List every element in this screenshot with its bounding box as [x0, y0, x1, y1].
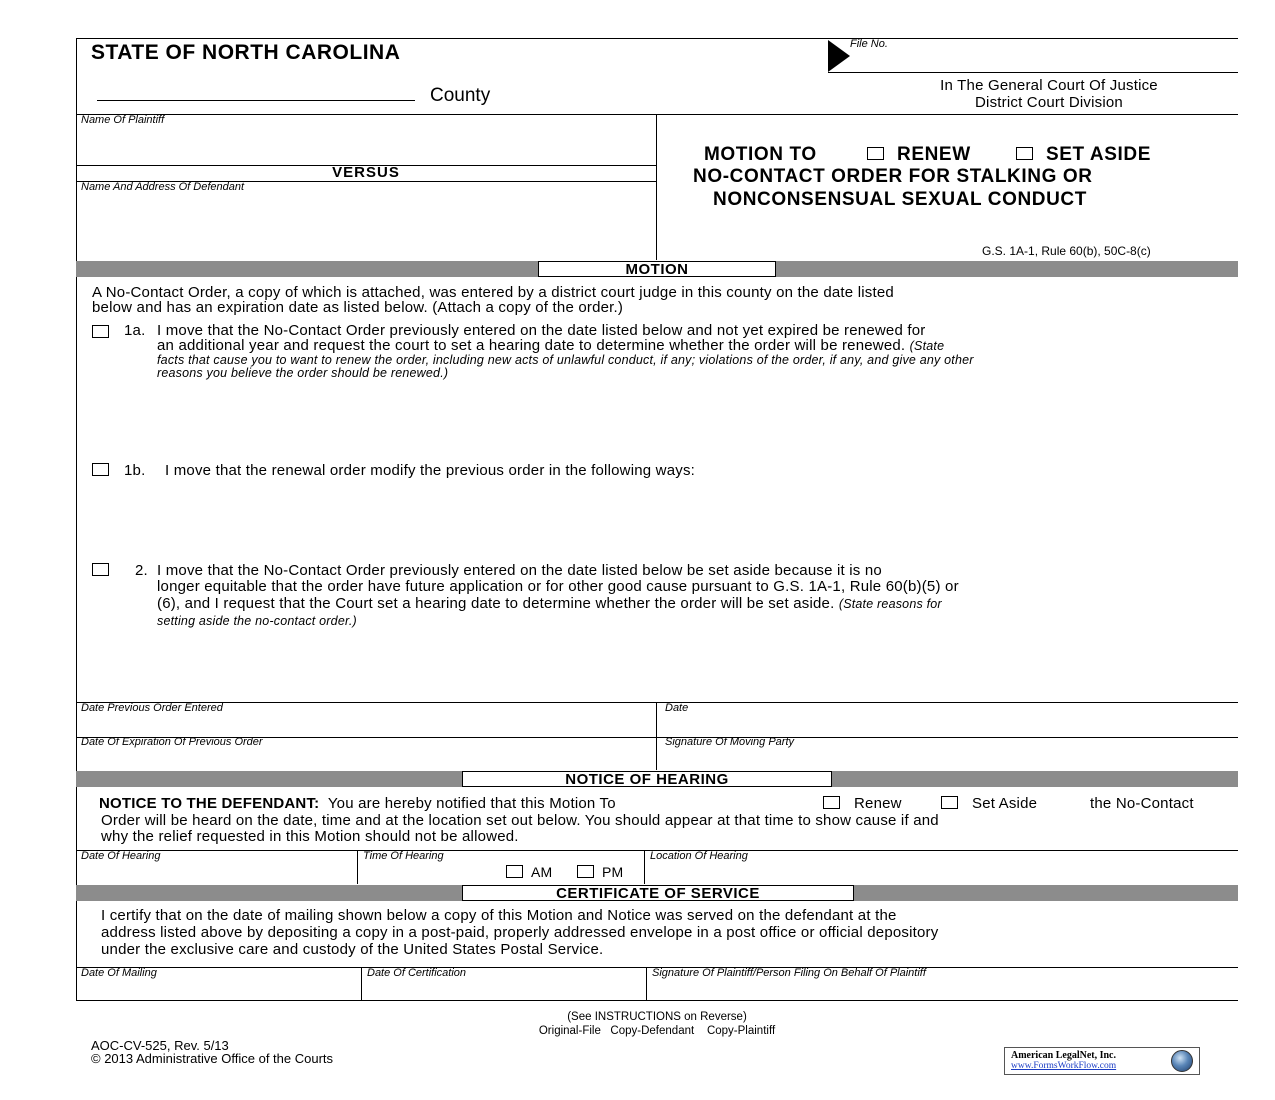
signature-moving-party-field[interactable] [658, 750, 1236, 769]
motion-fields-top-line [76, 702, 1238, 703]
court-line-1: In The General Court Of Justice [940, 77, 1158, 94]
time-of-hearing-field[interactable] [360, 864, 500, 883]
certificate-divider-2 [646, 967, 647, 1000]
notice-line-3: why the relief requested in this Motion should not be allowed. [101, 828, 519, 845]
date-of-certification-label: Date Of Certification [367, 967, 467, 979]
plaintiff-signature-label: Signature Of Plaintiff/Person Filing On Behalf Of Plaintiff [652, 967, 926, 979]
file-no-arrow-icon [828, 40, 850, 72]
notice-set-aside-checkbox[interactable] [941, 796, 958, 809]
item-2-number: 2. [135, 562, 148, 579]
date-previous-order-field[interactable] [78, 716, 654, 736]
location-of-hearing-label: Location Of Hearing [650, 850, 748, 862]
notice-set-aside-label: Set Aside [972, 795, 1038, 812]
item-2-line-2: longer equitable that the order have future application or for other good cause pursuant to G.S. 1A-1, Rule 60(b)(5) or [157, 578, 959, 595]
motion-fields-divider [656, 702, 657, 770]
defendant-label: Name And Address Of Defendant [81, 181, 245, 193]
date-label: Date [665, 702, 689, 714]
item-1a-note-3: reasons you believe the order should be renewed.) [157, 366, 449, 380]
legalnet-name: American LegalNet, Inc. [1011, 1050, 1116, 1061]
notice-section-title: NOTICE OF HEARING [462, 771, 832, 787]
item-2-response-area[interactable] [157, 634, 1227, 698]
am-checkbox[interactable] [506, 865, 523, 878]
notice-renew-checkbox[interactable] [823, 796, 840, 809]
item-1b-checkbox[interactable] [92, 463, 109, 476]
notice-lead: NOTICE TO THE DEFENDANT: [99, 795, 320, 812]
item-1a-number: 1a. [124, 322, 146, 339]
title-line-2: NO-CONTACT ORDER FOR STALKING OR [693, 166, 1093, 187]
certificate-fields-bottom-line [76, 1000, 1238, 1001]
notice-line-2: Order will be heard on the date, time and at the location set out below. You should appear at that time to show cause if and [101, 812, 939, 829]
hearing-divider-1 [357, 850, 358, 884]
county-label: County [430, 85, 491, 106]
legalnet-url: www.FormsWorkFlow.com [1011, 1061, 1117, 1071]
date-previous-order-label: Date Previous Order Entered [81, 702, 223, 714]
item-1a-line-2 [157, 337, 944, 354]
item-1b-number: 1b. [124, 462, 146, 479]
legalnet-badge[interactable] [1004, 1047, 1200, 1075]
notice-renew-label: Renew [854, 795, 902, 812]
copyright: © 2013 Administrative Office of the Courts [91, 1051, 334, 1066]
form-number: AOC-CV-525, Rev. 5/13 [91, 1038, 229, 1053]
court-line-2: District Court Division [975, 94, 1123, 111]
notice-line-1 [99, 795, 616, 812]
distribution-copies: Original-File Copy-Defendant Copy-Plaintiff [538, 1025, 776, 1037]
item-1a-note-1: (State [909, 339, 945, 353]
time-of-hearing-label: Time Of Hearing [363, 850, 444, 862]
globe-icon [1171, 1050, 1193, 1072]
motion-to-label: MOTION TO [704, 144, 817, 165]
location-of-hearing-field[interactable] [647, 864, 1236, 883]
signature-moving-party-label: Signature Of Moving Party [665, 736, 795, 748]
certificate-line-3: under the exclusive care and custody of the United States Postal Service. [101, 941, 604, 958]
pm-label: PM [602, 864, 624, 880]
plaintiff-field[interactable] [78, 128, 654, 164]
renew-checkbox[interactable] [867, 147, 884, 160]
item-2-line-3 [157, 595, 942, 612]
item-2-line-3-text: (6), and I request that the Court set a hearing date to determine whether the order will be set aside. [157, 595, 835, 612]
date-expiration-label: Date Of Expiration Of Previous Order [81, 736, 263, 748]
title-line-3: NONCONSENSUAL SEXUAL CONDUCT [713, 189, 1087, 210]
top-border [76, 38, 1238, 39]
item-2-checkbox[interactable] [92, 563, 109, 576]
date-of-hearing-field[interactable] [78, 864, 355, 883]
left-border [76, 38, 77, 1000]
file-no-label: File No. [850, 38, 888, 50]
county-input-line[interactable] [97, 100, 415, 101]
statute-reference: G.S. 1A-1, Rule 60(b), 50C-8(c) [982, 244, 1151, 258]
item-1a-checkbox[interactable] [92, 325, 109, 338]
parties-divider [656, 114, 657, 260]
date-of-mailing-label: Date Of Mailing [81, 967, 157, 979]
renew-label: RENEW [897, 144, 971, 165]
item-1a-response-area[interactable] [157, 384, 1227, 454]
set-aside-label: SET ASIDE [1046, 144, 1151, 165]
certificate-line-2: address listed above by depositing a copy in a post-paid, properly addressed envelope in a post office or official depository [101, 924, 939, 941]
item-2-note-1: (State reasons for [838, 597, 942, 611]
certificate-line-1: I certify that on the date of mailing shown below a copy of this Motion and Notice was served on the defendant at the [101, 907, 897, 924]
versus-label: VERSUS [332, 164, 400, 181]
item-1b-text: I move that the renewal order modify the previous order in the following ways: [165, 462, 696, 479]
set-aside-checkbox[interactable] [1016, 147, 1033, 160]
notice-line-1b: the No-Contact [1090, 795, 1194, 812]
instructions-note: (See INSTRUCTIONS on Reverse) [567, 1011, 747, 1023]
item-1a-line-1: I move that the No-Contact Order previously entered on the date listed below and not yet expired be renewed for [157, 322, 926, 339]
am-label: AM [531, 864, 553, 880]
motion-intro-line-2: below and has an expiration date as listed below. (Attach a copy of the order.) [92, 299, 624, 316]
date-of-certification-field[interactable] [364, 981, 644, 999]
header-divider [76, 114, 1238, 115]
item-1b-response-area[interactable] [157, 484, 1227, 554]
item-2-line-1: I move that the No-Contact Order previously entered on the date listed below be set aside because it is no [157, 562, 882, 579]
date-field[interactable] [658, 716, 1236, 736]
plaintiff-label: Name Of Plaintiff [81, 114, 165, 126]
date-expiration-field[interactable] [78, 750, 654, 769]
date-of-hearing-label: Date Of Hearing [81, 850, 161, 862]
item-1a-note-2: facts that cause you to want to renew the order, including new acts of unlawful conduct, if any; violations of the order, if any, and give any other [157, 353, 974, 367]
notice-line-1a: You are hereby notified that this Motion To [327, 795, 616, 812]
item-2-note-2: setting aside the no-contact order.) [157, 614, 357, 628]
hearing-divider-2 [644, 850, 645, 884]
certificate-divider-1 [361, 967, 362, 1000]
plaintiff-signature-field[interactable] [649, 981, 1236, 999]
motion-intro-line-1: A No-Contact Order, a copy of which is attached, was entered by a district court judge in this county on the date listed [92, 284, 894, 301]
certificate-section-title: CERTIFICATE OF SERVICE [462, 885, 854, 901]
state-title: STATE OF NORTH CAROLINA [91, 41, 401, 64]
item-1a-line-2-text: an additional year and request the court to set a hearing date to determine whether the order will be renewed. [157, 337, 906, 354]
pm-checkbox[interactable] [577, 865, 594, 878]
date-of-mailing-field[interactable] [78, 981, 359, 999]
motion-section-title: MOTION [538, 261, 776, 277]
file-no-field[interactable] [828, 72, 1238, 73]
defendant-field[interactable] [78, 196, 654, 258]
